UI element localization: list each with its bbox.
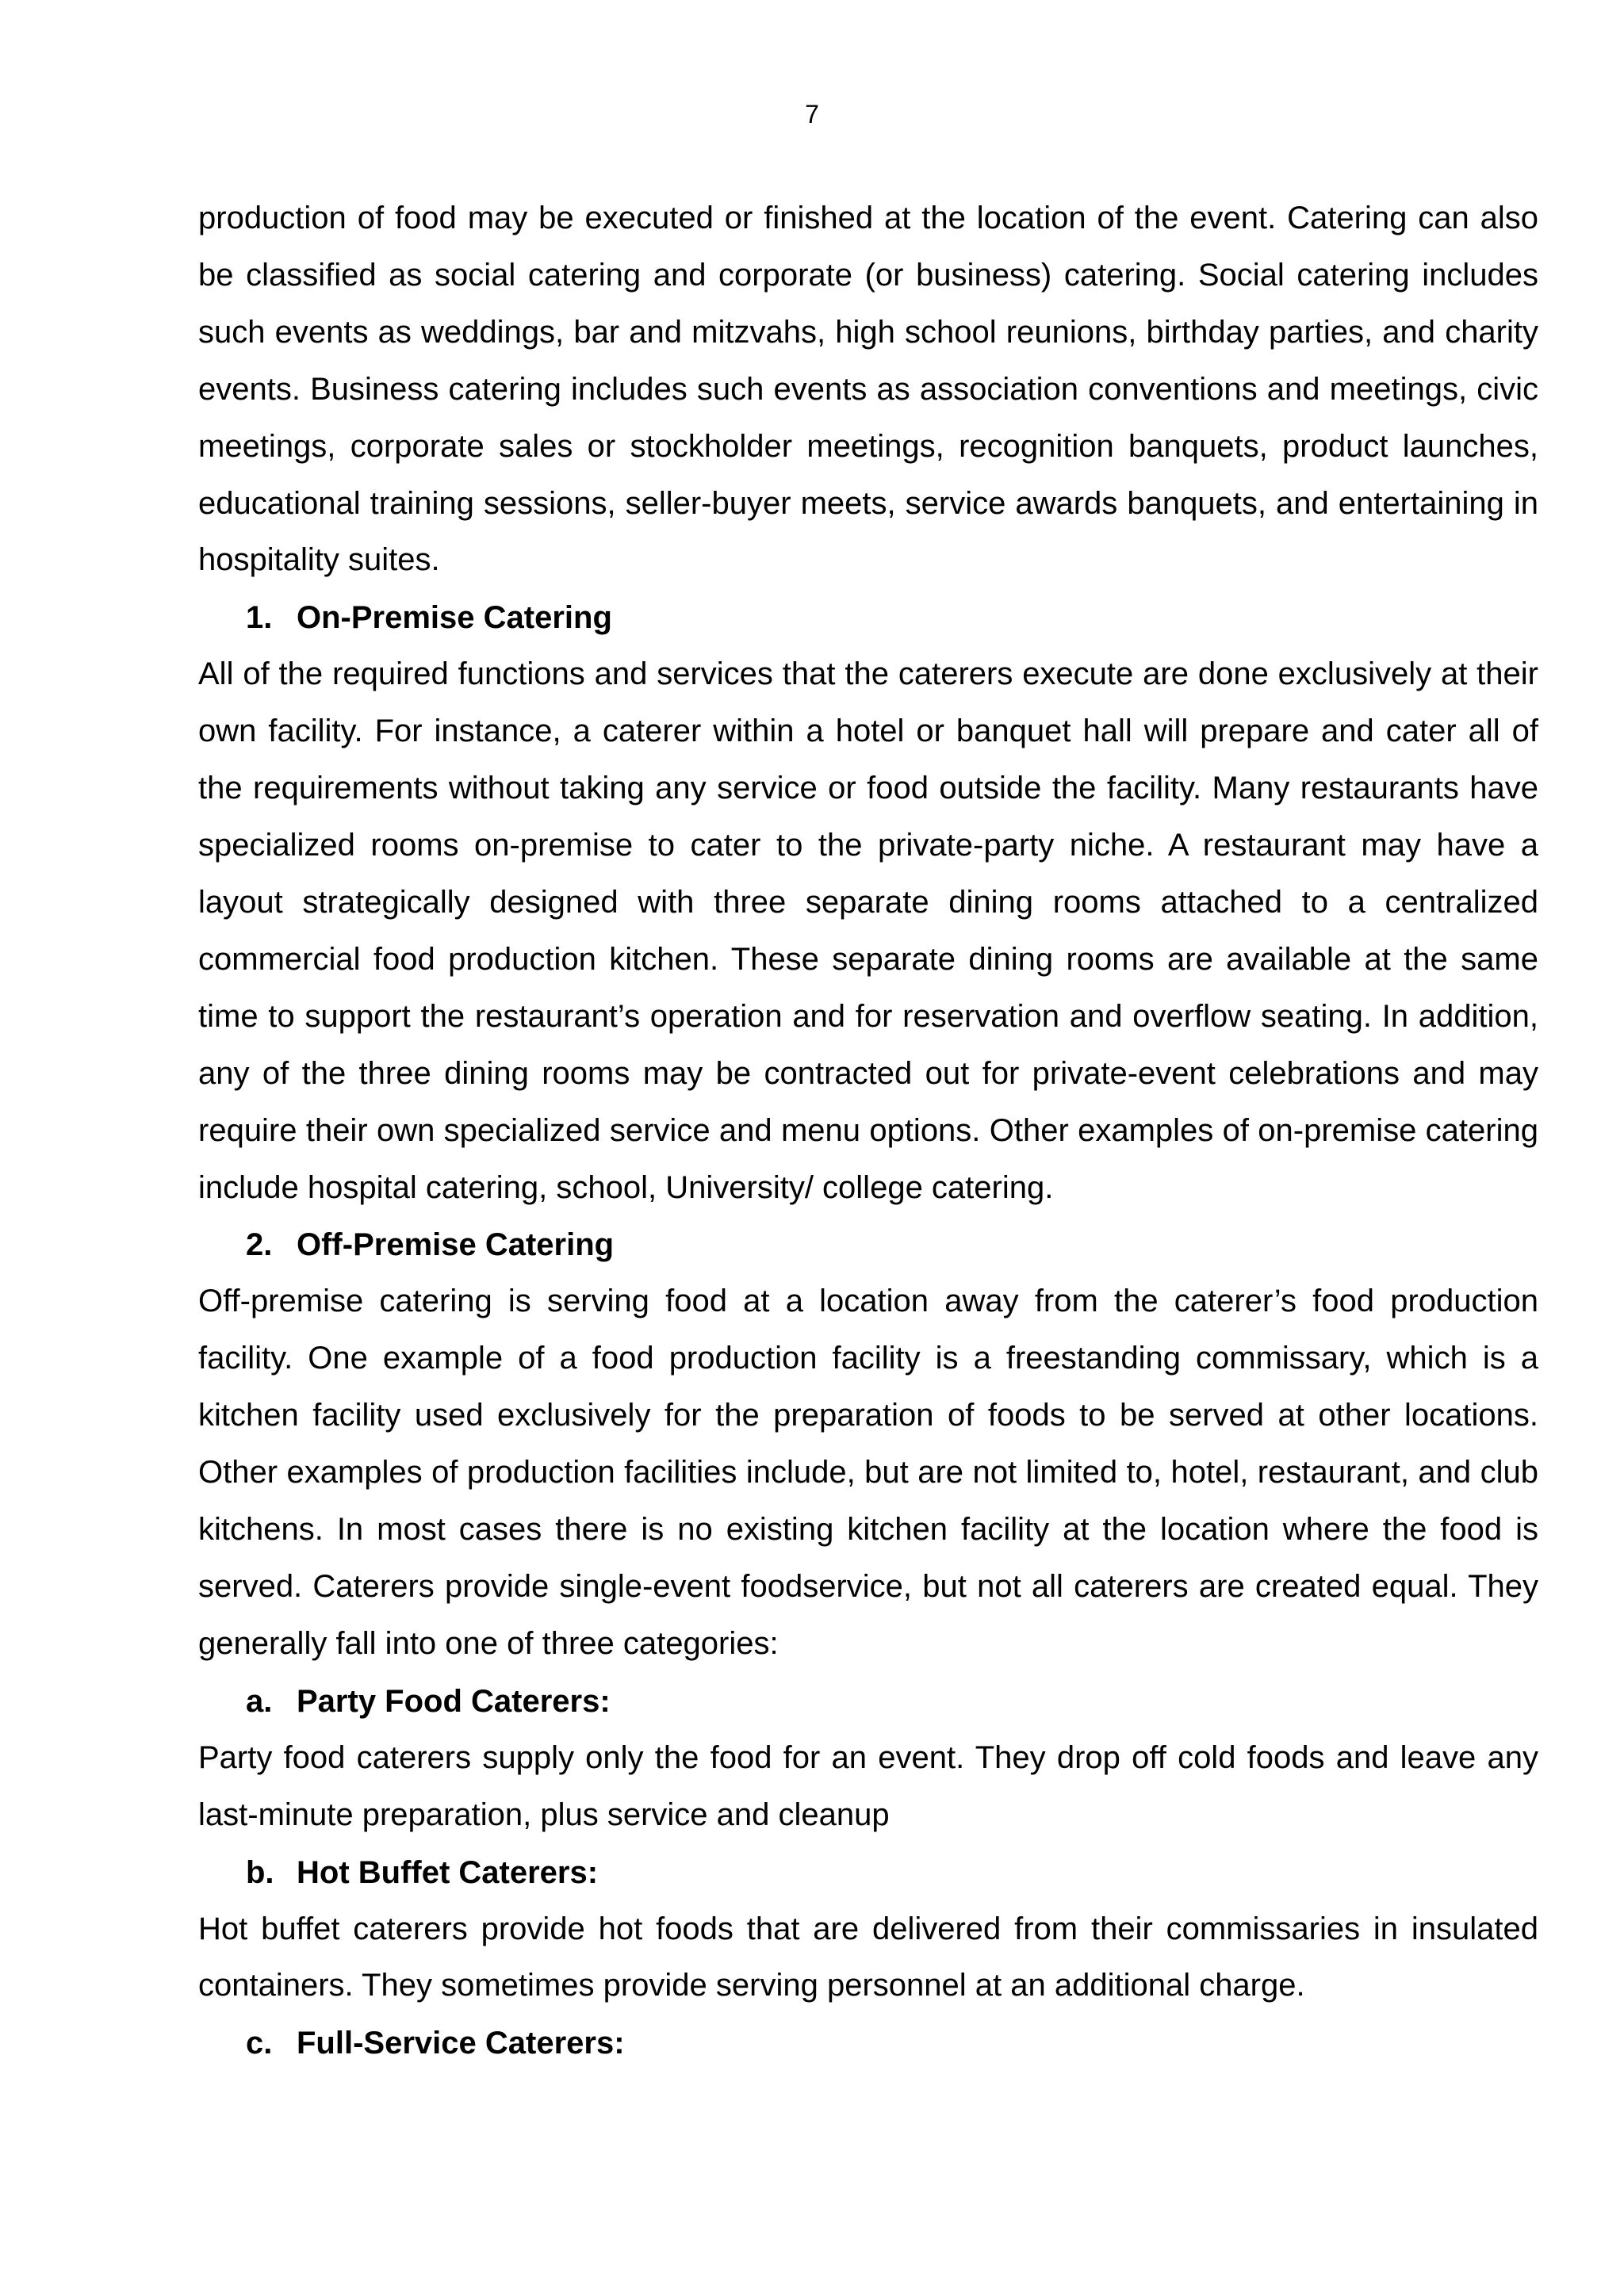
subsection-letter: b. [246, 1854, 274, 1890]
subsection-letter: c. [246, 2026, 273, 2061]
section-heading-off-premise-catering [198, 1216, 1538, 1273]
subsection-title: Full-Service Caterers: [297, 2026, 625, 2061]
section-title: Off-Premise Catering [297, 1227, 615, 1263]
hot-buffet-caterers-paragraph: Hot buffet caterers provide hot foods that are delivered from their commissaries in insulated containers. They sometimes provide serving personnel at an additional charge. [198, 1911, 1538, 2003]
subsection-title: Party Food Caterers: [297, 1683, 611, 1719]
intro-paragraph: production of food may be executed or finished at the location of the event. Catering can also be classified as social catering and corporate (or business) catering. Social catering includes such events as weddings, bar and mitzvahs, high school reunions, birthday parties, and charity events. Business catering includes such events as association conventions and meetings, civic meetings, corporate sales or stockholder meetings, recognition banquets, product launches, educational training sessions, seller-buyer meets, service awards banquets, and entertaining in hospitality suites. [198, 201, 1538, 578]
section-number: 1. [246, 600, 273, 636]
subsection-heading-party-food-caterers [198, 1673, 1538, 1730]
off-premise-catering-paragraph: Off-premise catering is serving food at a location away from the caterer’s food production facility. One example of a food production facility is a freestanding commissary, which is a kitchen facility used exclusively for the preparation of foods to be served at other locations. Other examples of production facilities include, but are not limited to, hotel, restaurant, and club kitchens. In most cases there is no existing kitchen facility at the location where the food is served. Caterers provide single-event foodservice, but not all caterers are created equal. They generally fall into one of three categories: [198, 1284, 1538, 1661]
document-body [198, 190, 1538, 2072]
section-heading-on-premise-catering [198, 589, 1538, 646]
party-food-caterers-paragraph: Party food caterers supply only the food for an event. They drop off cold foods and leave any last-minute preparation, plus service and cleanup [198, 1739, 1538, 1832]
subsection-letter: a. [246, 1683, 273, 1719]
section-title: On-Premise Catering [297, 600, 612, 636]
subsection-title: Hot Buffet Caterers: [297, 1854, 599, 1890]
subsection-heading-hot-buffet-caterers [198, 1844, 1538, 1901]
section-number: 2. [246, 1227, 273, 1263]
page-number: 7 [805, 100, 819, 128]
subsection-heading-full-service-caterers [198, 2015, 1538, 2072]
on-premise-catering-paragraph: All of the required functions and services that the caterers execute are done exclusively at their own facility. For instance, a caterer within a hotel or banquet hall will prepare and cater all of the requirements without taking any service or food outside the facility. Many restaurants have specialized rooms on-premise to cater to the private-party niche. A restaurant may have a layout strategically designed with three separate dining rooms attached to a centralized commercial food production kitchen. These separate dining rooms are available at the same time to support the restaurant’s operation and for reservation and overflow seating. In addition, any of the three dining rooms may be contracted out for private-event celebrations and may require their own specialized service and menu options. Other examples of on-premise catering include hospital catering, school, University/ college catering. [198, 656, 1538, 1205]
